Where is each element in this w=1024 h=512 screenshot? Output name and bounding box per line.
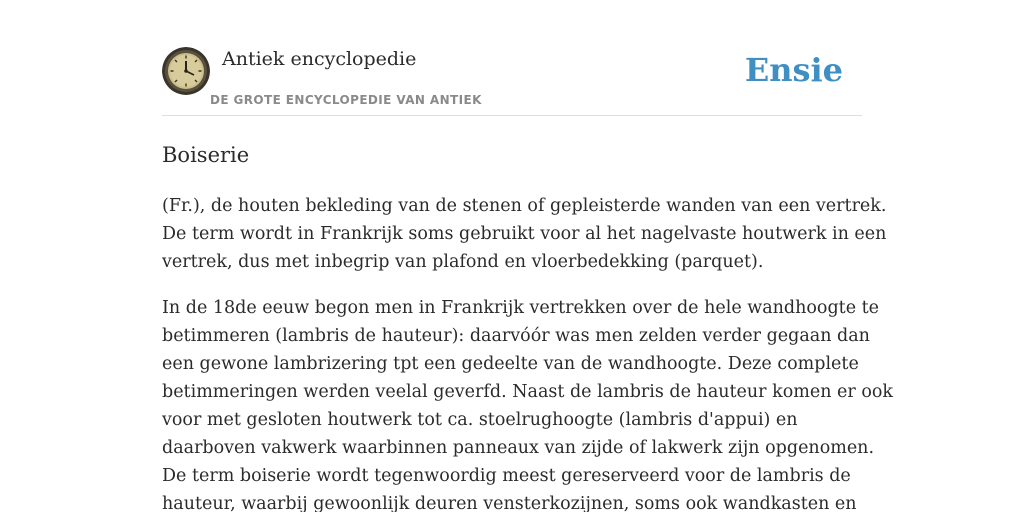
- article-title: Boiserie: [162, 143, 250, 167]
- site-header: [162, 44, 862, 116]
- paragraph-line: hauteur, waarbij gewoonlijk deuren vensterkozijnen, soms ook wandkasten en: [162, 494, 857, 512]
- paragraph-line: De term boiserie wordt tegenwoordig meest gereserveerd voor de lambris de: [162, 466, 851, 486]
- article: [162, 136, 893, 512]
- article-paragraph: [162, 192, 887, 276]
- article-paragraph: [162, 294, 893, 512]
- paragraph-line: betimmeringen werden veelal geverfd. Naast de lambris de hauteur komen er ook: [162, 382, 893, 402]
- site-subtitle: DE GROTE ENCYCLOPEDIE VAN ANTIEK: [210, 93, 482, 107]
- paragraph-line: een gewone lambrizering tpt een gedeelte van de wandhoogte. Deze complete: [162, 354, 859, 374]
- paragraph-line: betimmeren (lambris de hauteur): daarvóór was men zelden verder gegaan dan: [162, 326, 870, 346]
- clock-icon[interactable]: [162, 47, 210, 95]
- paragraph-line: daarboven vakwerk waarbinnen panneaux van zijde of lakwerk zijn opgenomen.: [162, 438, 875, 458]
- paragraph-line: voor met gesloten houtwerk tot ca. stoelrughoogte (lambris d'appui) en: [162, 410, 798, 430]
- ensie-logo[interactable]: Ensie: [744, 51, 843, 89]
- paragraph-line: In de 18de eeuw begon men in Frankrijk vertrekken over de hele wandhoogte te: [162, 298, 880, 318]
- paragraph-line: De term wordt in Frankrijk soms gebruikt voor al het nagelvaste houtwerk in een: [162, 224, 887, 244]
- paragraph-line: (Fr.), de houten bekleding van de stenen of gepleisterde wanden van een vertrek.: [162, 196, 887, 216]
- header-divider: [162, 115, 862, 116]
- site-title[interactable]: Antiek encyclopedie: [222, 48, 417, 70]
- paragraph-line: vertrek, dus met inbegrip van plafond en vloerbedekking (parquet).: [162, 252, 764, 272]
